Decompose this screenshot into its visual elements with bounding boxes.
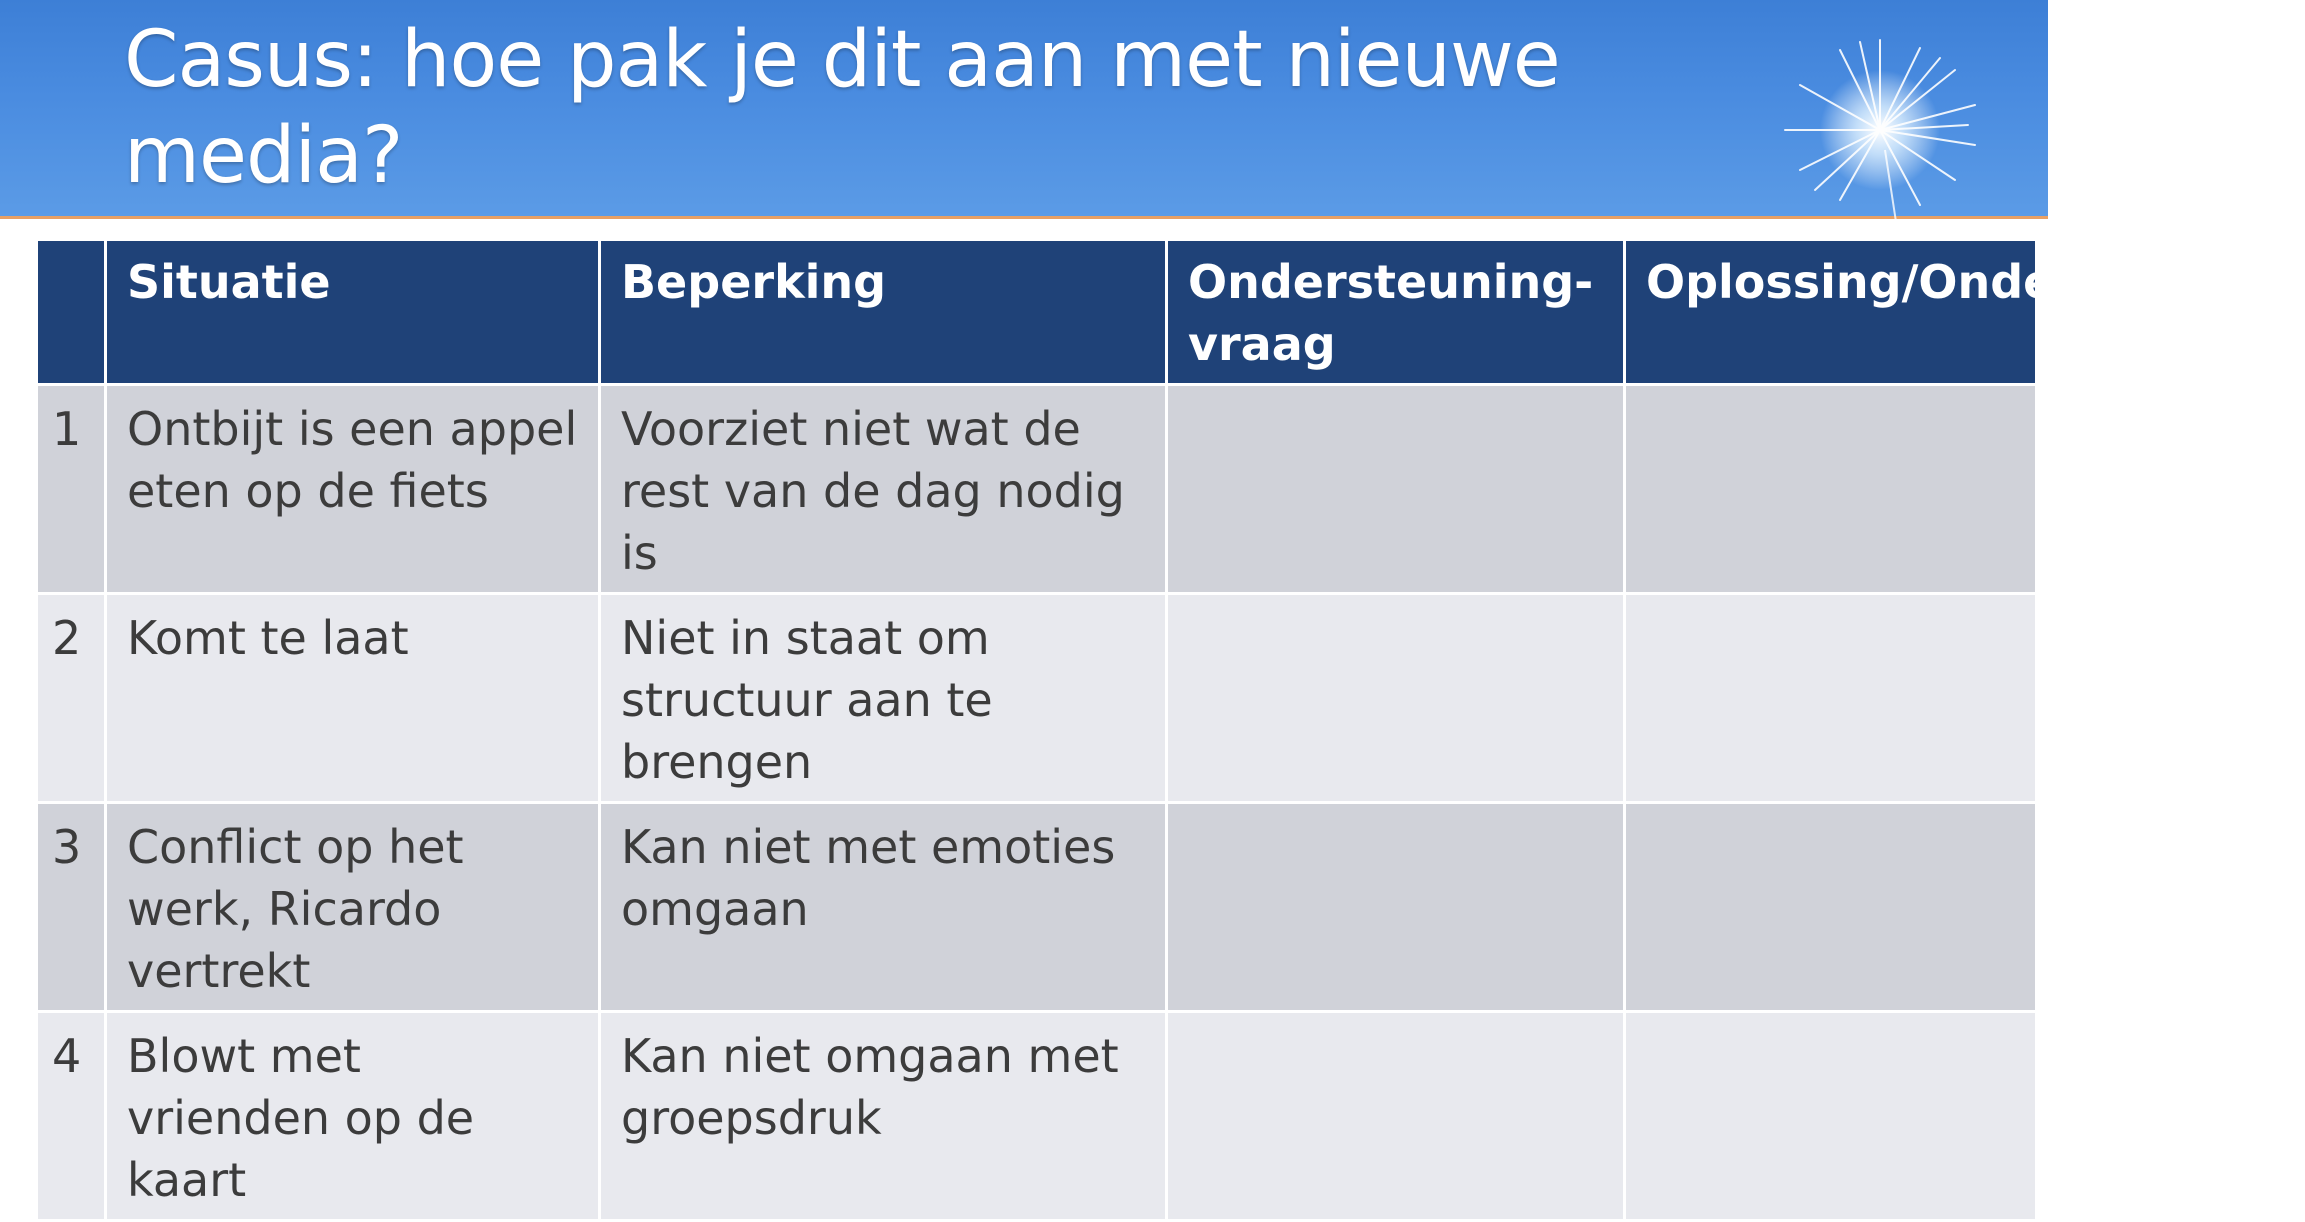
slide-title: Casus: hoe pak je dit aan met nieuwe media?: [124, 15, 1560, 201]
title-band: [0, 0, 2048, 219]
cell-vraag: [1168, 804, 1623, 1010]
cell-situatie: Ontbijt is een appel eten op de fiets: [107, 386, 598, 592]
table-row: [38, 595, 2035, 801]
cell-oplossing: [1626, 595, 2035, 801]
cell-vraag: [1168, 1013, 1623, 1219]
cell-oplossing: [1626, 1013, 2035, 1219]
cell-beperking: Voorziet niet wat de rest van de dag nodig is: [601, 386, 1165, 592]
header-oplossing: Oplossing/Ondersteuning: [1626, 241, 2035, 383]
row-number: 4: [38, 1013, 104, 1219]
casus-table: [35, 238, 2305, 1222]
row-number: 3: [38, 804, 104, 1010]
header-number: [38, 241, 104, 383]
cell-situatie: Blowt met vrienden op de kaart: [107, 1013, 598, 1219]
cell-vraag: [1168, 595, 1623, 801]
table-row: [38, 804, 2035, 1010]
header-situatie: Situatie: [107, 241, 598, 383]
cell-vraag: [1168, 386, 1623, 592]
table-row: [38, 386, 2035, 592]
table-row: [38, 1013, 2035, 1219]
cell-beperking: Kan niet omgaan met groepsdruk: [601, 1013, 1165, 1219]
header-ondersteuning-vraag: Ondersteuning-vraag: [1168, 241, 1623, 383]
row-number: 2: [38, 595, 104, 801]
cell-oplossing: [1626, 804, 2035, 1010]
table-header-row: [38, 241, 2035, 383]
row-number: 1: [38, 386, 104, 592]
cell-beperking: Kan niet met emoties omgaan: [601, 804, 1165, 1010]
data-table: [35, 238, 2305, 1222]
cell-situatie: Komt te laat: [107, 595, 598, 801]
dandelion-burst-icon: [1760, 20, 2020, 250]
cell-beperking: Niet in staat om structuur aan te brengen: [601, 595, 1165, 801]
header-beperking: Beperking: [601, 241, 1165, 383]
cell-situatie: Conflict op het werk, Ricardo vertrekt: [107, 804, 598, 1010]
cell-oplossing: [1626, 386, 2035, 592]
